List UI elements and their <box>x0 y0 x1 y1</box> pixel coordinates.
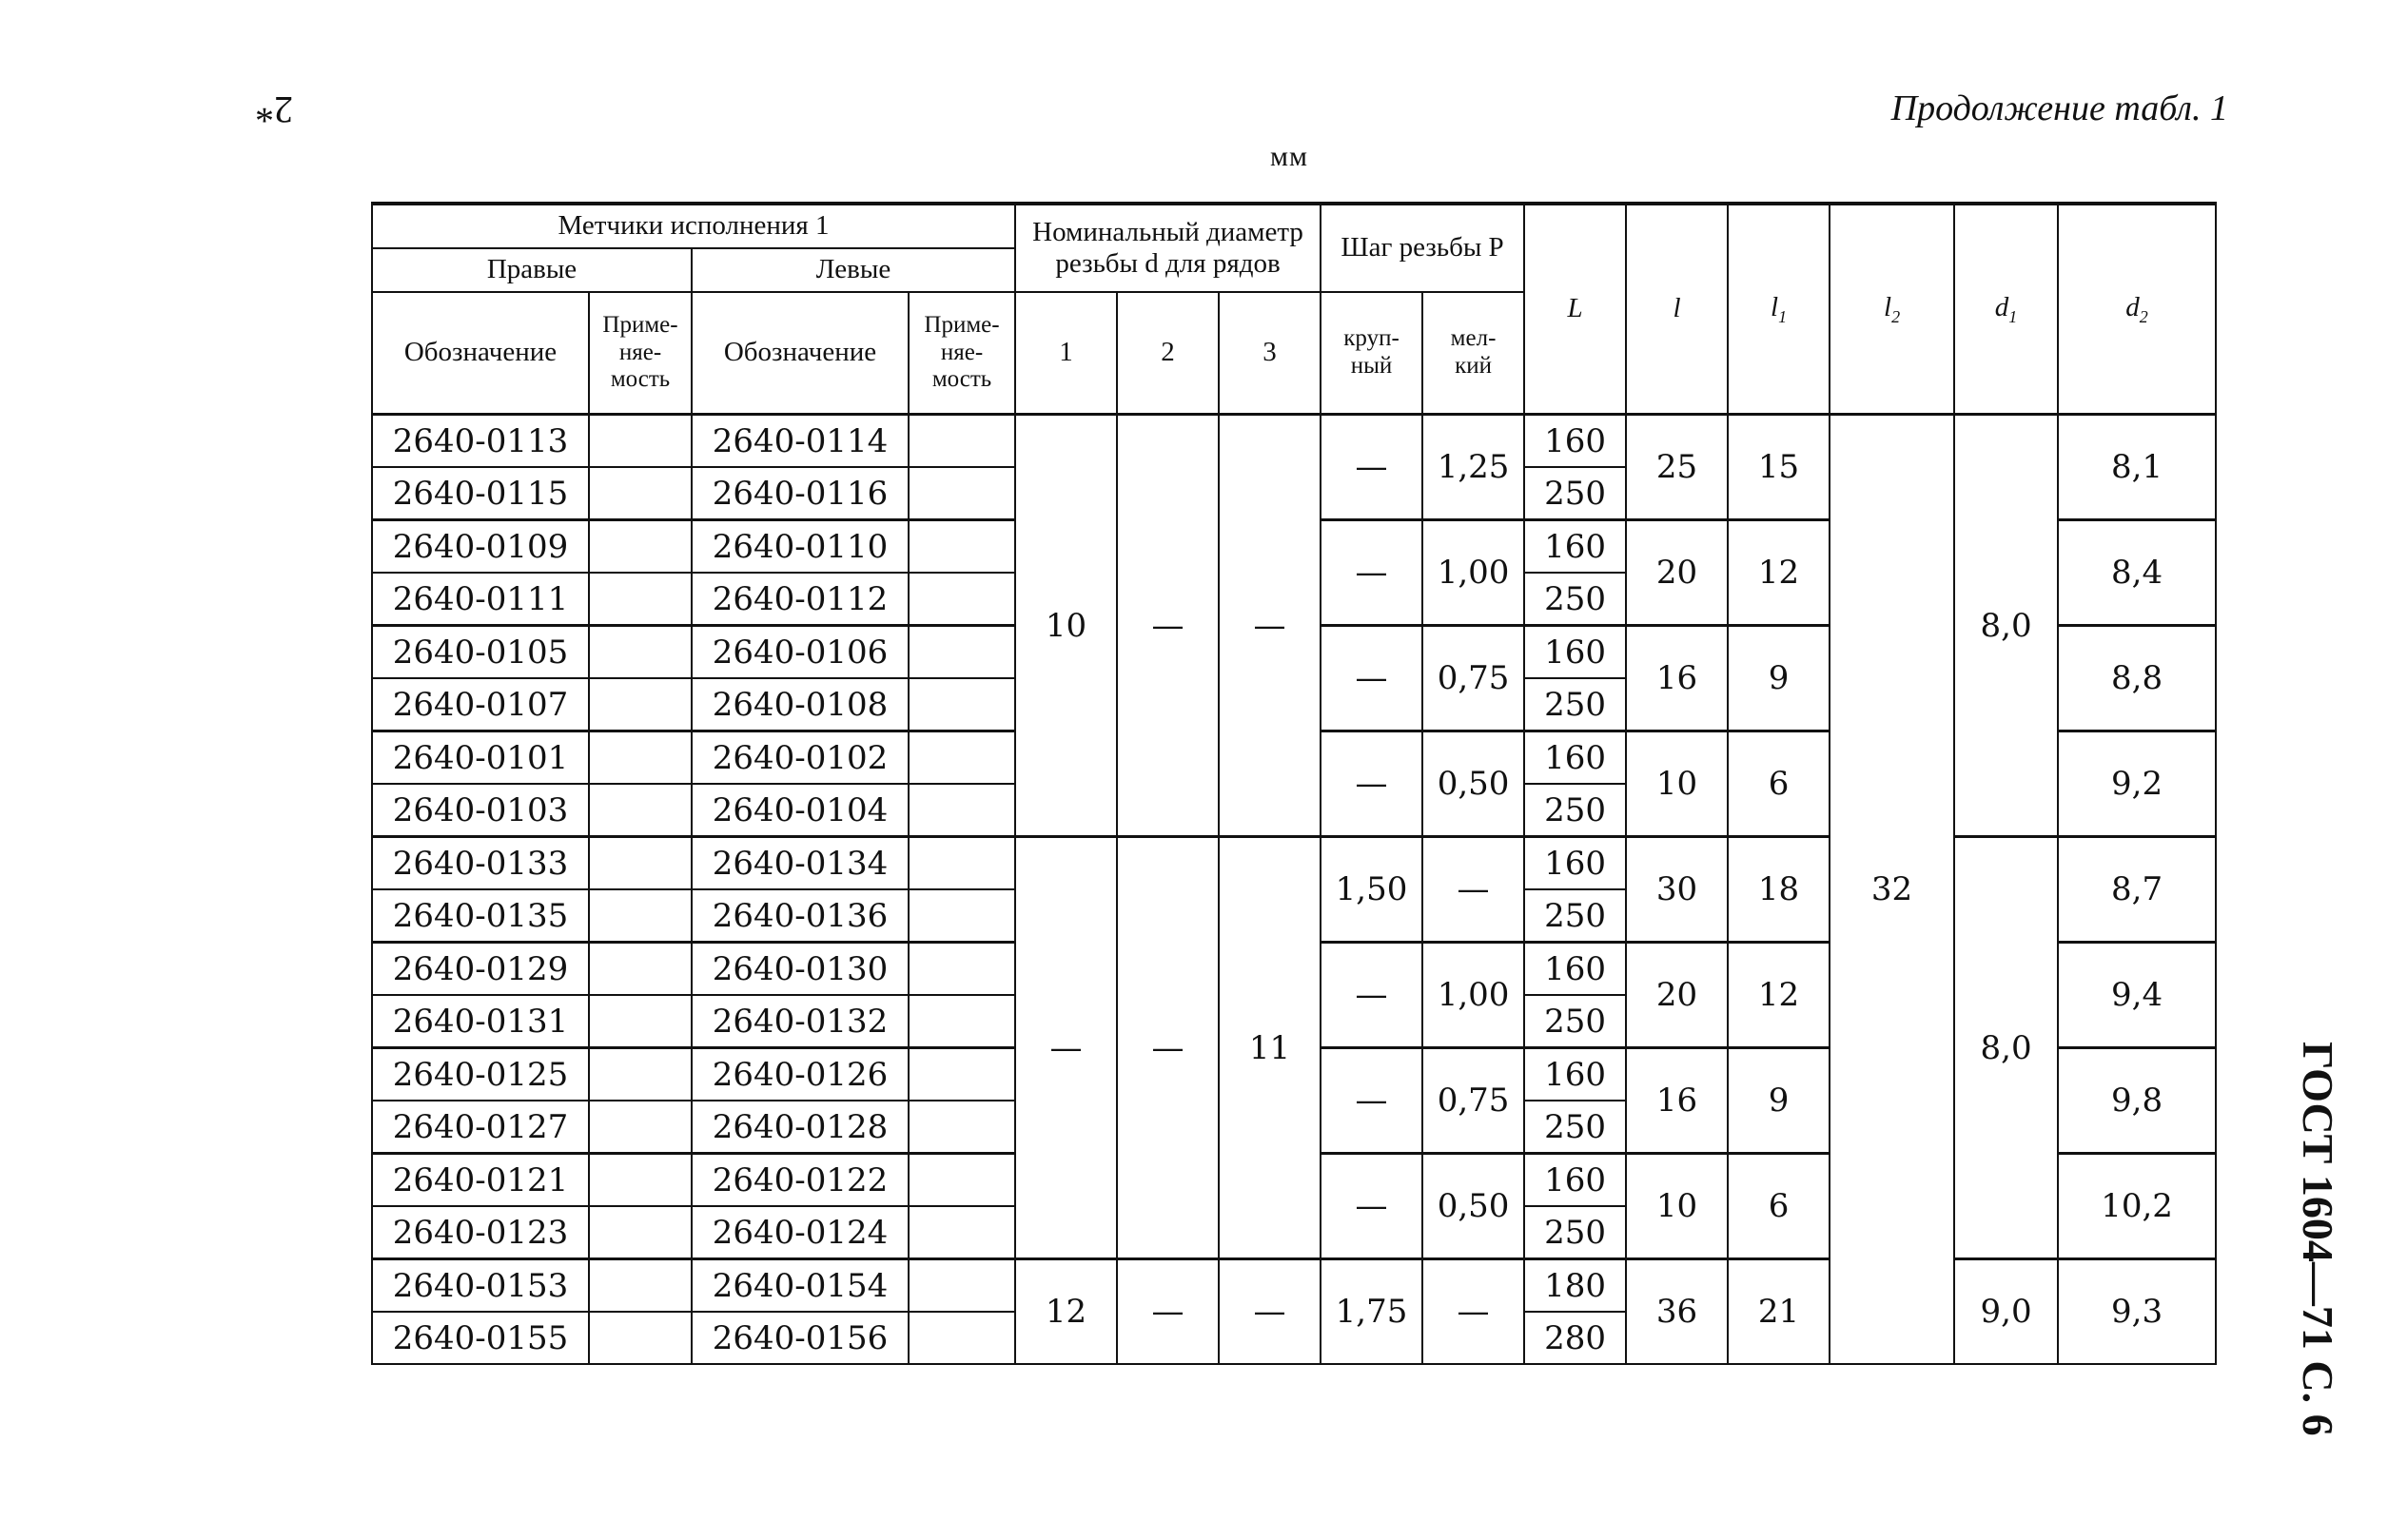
header-coarse: круп- ный <box>1321 292 1422 415</box>
right-designation-cell: 2640-0109 <box>372 520 589 574</box>
left-applicability-cell <box>909 943 1015 996</box>
left-designation-cell: 2640-0124 <box>692 1206 909 1259</box>
diameter-d2-cell: 10,2 <box>2058 1154 2216 1259</box>
length-l1-cell: 12 <box>1728 943 1830 1048</box>
left-applicability-cell <box>909 626 1015 679</box>
diameter-row1-cell: 12 <box>1015 1259 1117 1365</box>
diameter-d1-cell: 9,0 <box>1954 1259 2058 1365</box>
left-designation-cell: 2640-0106 <box>692 626 909 679</box>
length-l1-cell: 18 <box>1728 837 1830 943</box>
right-designation-cell: 2640-0127 <box>372 1101 589 1154</box>
right-designation-cell: 2640-0155 <box>372 1312 589 1364</box>
right-applicability-cell <box>589 1101 692 1154</box>
header-row-2: 2 <box>1117 292 1219 415</box>
right-designation-cell: 2640-0131 <box>372 995 589 1048</box>
length-L-cell: 250 <box>1524 1101 1626 1154</box>
right-designation-cell: 2640-0135 <box>372 889 589 943</box>
header-l1: $l_1$ <box>1728 204 1830 415</box>
length-l-cell: 10 <box>1626 731 1728 837</box>
diameter-row2-cell: — <box>1117 415 1219 837</box>
left-designation-cell: 2640-0156 <box>692 1312 909 1364</box>
left-designation-cell: 2640-0134 <box>692 837 909 890</box>
left-designation-cell: 2640-0122 <box>692 1154 909 1207</box>
diameter-row3-cell: — <box>1219 1259 1321 1365</box>
table-row <box>372 415 2216 468</box>
length-L-cell: 160 <box>1524 415 1626 468</box>
length-L-cell: 160 <box>1524 626 1626 679</box>
pitch-coarse-cell: — <box>1321 1048 1422 1154</box>
right-applicability-cell <box>589 1048 692 1101</box>
length-l2-cell: 32 <box>1830 415 1954 1365</box>
right-applicability-cell <box>589 1206 692 1259</box>
right-applicability-cell <box>589 943 692 996</box>
left-designation-cell: 2640-0102 <box>692 731 909 785</box>
length-L-cell: 250 <box>1524 678 1626 731</box>
length-l-cell: 20 <box>1626 520 1728 626</box>
diameter-row1-cell: — <box>1015 837 1117 1259</box>
left-designation-cell: 2640-0136 <box>692 889 909 943</box>
right-designation-cell: 2640-0101 <box>372 731 589 785</box>
length-L-cell: 250 <box>1524 889 1626 943</box>
length-l1-cell: 9 <box>1728 626 1830 731</box>
header-left-taps: Левые <box>692 248 1015 292</box>
units-label: мм <box>1270 141 1308 172</box>
diameter-d2-cell: 8,7 <box>2058 837 2216 943</box>
left-applicability-cell <box>909 1048 1015 1101</box>
pitch-coarse-cell: — <box>1321 731 1422 837</box>
length-l-cell: 30 <box>1626 837 1728 943</box>
left-applicability-cell <box>909 520 1015 574</box>
left-applicability-cell <box>909 837 1015 890</box>
diameter-row2-cell: — <box>1117 837 1219 1259</box>
right-applicability-cell <box>589 995 692 1048</box>
left-designation-cell: 2640-0108 <box>692 678 909 731</box>
tap-dimensions-table <box>371 202 2217 1365</box>
diameter-d2-cell: 9,3 <box>2058 1259 2216 1365</box>
pitch-fine-cell: 0,50 <box>1422 731 1524 837</box>
diameter-d1-cell: 8,0 <box>1954 837 2058 1259</box>
left-applicability-cell <box>909 784 1015 837</box>
length-l-cell: 25 <box>1626 415 1728 520</box>
header-row-1: 1 <box>1015 292 1117 415</box>
length-L-cell: 180 <box>1524 1259 1626 1313</box>
right-designation-cell: 2640-0133 <box>372 837 589 890</box>
header-L: L <box>1524 204 1626 415</box>
right-designation-cell: 2640-0105 <box>372 626 589 679</box>
pitch-fine-cell: 0,75 <box>1422 1048 1524 1154</box>
length-l-cell: 16 <box>1626 626 1728 731</box>
left-designation-cell: 2640-0132 <box>692 995 909 1048</box>
right-applicability-cell <box>589 784 692 837</box>
right-applicability-cell <box>589 467 692 520</box>
length-L-cell: 280 <box>1524 1312 1626 1364</box>
left-applicability-cell <box>909 467 1015 520</box>
header-nominal-diameter: Номинальный диаметр резьбы d для рядов <box>1015 204 1321 292</box>
length-L-cell: 160 <box>1524 837 1626 890</box>
right-applicability-cell <box>589 520 692 574</box>
length-l1-cell: 6 <box>1728 1154 1830 1259</box>
left-applicability-cell <box>909 1101 1015 1154</box>
left-designation-cell: 2640-0128 <box>692 1101 909 1154</box>
length-L-cell: 160 <box>1524 520 1626 574</box>
length-L-cell: 250 <box>1524 467 1626 520</box>
right-designation-cell: 2640-0129 <box>372 943 589 996</box>
header-d2: $d_2$ <box>2058 204 2216 415</box>
left-applicability-cell <box>909 573 1015 626</box>
pitch-coarse-cell: 1,50 <box>1321 837 1422 943</box>
header-pitch: Шаг резьбы P <box>1321 204 1524 292</box>
left-designation-cell: 2640-0126 <box>692 1048 909 1101</box>
left-designation-cell: 2640-0154 <box>692 1259 909 1313</box>
diameter-row2-cell: — <box>1117 1259 1219 1365</box>
right-designation-cell: 2640-0125 <box>372 1048 589 1101</box>
diameter-d2-cell: 9,8 <box>2058 1048 2216 1154</box>
header-right-applicability: Приме- няе- мость <box>589 292 692 415</box>
left-applicability-cell <box>909 678 1015 731</box>
right-designation-cell: 2640-0107 <box>372 678 589 731</box>
length-l1-cell: 21 <box>1728 1259 1830 1365</box>
left-applicability-cell <box>909 731 1015 785</box>
header-row-3: 3 <box>1219 292 1321 415</box>
right-applicability-cell <box>589 573 692 626</box>
length-L-cell: 250 <box>1524 573 1626 626</box>
header-left-designation: Обозначение <box>692 292 909 415</box>
left-applicability-cell <box>909 995 1015 1048</box>
pitch-fine-cell: 1,25 <box>1422 415 1524 520</box>
left-applicability-cell <box>909 1154 1015 1207</box>
pitch-coarse-cell: — <box>1321 415 1422 520</box>
right-applicability-cell <box>589 837 692 890</box>
left-designation-cell: 2640-0110 <box>692 520 909 574</box>
left-applicability-cell <box>909 889 1015 943</box>
diameter-row1-cell: 10 <box>1015 415 1117 837</box>
pitch-coarse-cell: — <box>1321 1154 1422 1259</box>
left-designation-cell: 2640-0116 <box>692 467 909 520</box>
length-L-cell: 250 <box>1524 1206 1626 1259</box>
pitch-coarse-cell: — <box>1321 520 1422 626</box>
diameter-d2-cell: 8,8 <box>2058 626 2216 731</box>
right-designation-cell: 2640-0123 <box>372 1206 589 1259</box>
right-applicability-cell <box>589 415 692 468</box>
right-applicability-cell <box>589 1312 692 1364</box>
diameter-row3-cell: 11 <box>1219 837 1321 1259</box>
pitch-fine-cell: 0,75 <box>1422 626 1524 731</box>
diameter-row3-cell: — <box>1219 415 1321 837</box>
left-applicability-cell <box>909 1312 1015 1364</box>
left-designation-cell: 2640-0104 <box>692 784 909 837</box>
pitch-coarse-cell: — <box>1321 943 1422 1048</box>
right-applicability-cell <box>589 889 692 943</box>
diameter-d1-cell: 8,0 <box>1954 415 2058 837</box>
length-L-cell: 160 <box>1524 1048 1626 1101</box>
diameter-d2-cell: 8,4 <box>2058 520 2216 626</box>
length-l1-cell: 6 <box>1728 731 1830 837</box>
header-l: l <box>1626 204 1728 415</box>
table-body <box>372 415 2216 1365</box>
header-d1: $d_1$ <box>1954 204 2058 415</box>
right-designation-cell: 2640-0115 <box>372 467 589 520</box>
page-mark: 2* <box>255 88 293 131</box>
diameter-d2-cell: 9,4 <box>2058 943 2216 1048</box>
left-applicability-cell <box>909 415 1015 468</box>
pitch-fine-cell: 1,00 <box>1422 943 1524 1048</box>
left-designation-cell: 2640-0112 <box>692 573 909 626</box>
right-applicability-cell <box>589 1259 692 1313</box>
right-designation-cell: 2640-0121 <box>372 1154 589 1207</box>
length-l1-cell: 15 <box>1728 415 1830 520</box>
right-designation-cell: 2640-0103 <box>372 784 589 837</box>
diameter-d2-cell: 8,1 <box>2058 415 2216 520</box>
length-l-cell: 20 <box>1626 943 1728 1048</box>
length-L-cell: 250 <box>1524 784 1626 837</box>
pitch-fine-cell: — <box>1422 837 1524 943</box>
header-fine: мел- кий <box>1422 292 1524 415</box>
pitch-fine-cell: — <box>1422 1259 1524 1365</box>
right-applicability-cell <box>589 626 692 679</box>
length-l1-cell: 9 <box>1728 1048 1830 1154</box>
pitch-fine-cell: 1,00 <box>1422 520 1524 626</box>
table-continuation-caption: Продолжение табл. 1 <box>1890 88 2228 128</box>
pitch-coarse-cell: 1,75 <box>1321 1259 1422 1365</box>
left-applicability-cell <box>909 1206 1015 1259</box>
right-applicability-cell <box>589 1154 692 1207</box>
right-designation-cell: 2640-0153 <box>372 1259 589 1313</box>
left-designation-cell: 2640-0130 <box>692 943 909 996</box>
header-left-applicability: Приме- няе- мость <box>909 292 1015 415</box>
pitch-coarse-cell: — <box>1321 626 1422 731</box>
header-l2: $l_2$ <box>1830 204 1954 415</box>
left-designation-cell: 2640-0114 <box>692 415 909 468</box>
length-l-cell: 10 <box>1626 1154 1728 1259</box>
right-designation-cell: 2640-0113 <box>372 415 589 468</box>
header-right-designation: Обозначение <box>372 292 589 415</box>
right-applicability-cell <box>589 731 692 785</box>
diameter-d2-cell: 9,2 <box>2058 731 2216 837</box>
left-applicability-cell <box>909 1259 1015 1313</box>
length-L-cell: 160 <box>1524 943 1626 996</box>
length-L-cell: 160 <box>1524 1154 1626 1207</box>
header-right-taps: Правые <box>372 248 692 292</box>
length-L-cell: 250 <box>1524 995 1626 1048</box>
length-l1-cell: 12 <box>1728 520 1830 626</box>
standard-page-label: ГОСТ 1604—71 С. 6 <box>2294 1042 2342 1436</box>
length-L-cell: 160 <box>1524 731 1626 785</box>
length-l-cell: 16 <box>1626 1048 1728 1154</box>
right-applicability-cell <box>589 678 692 731</box>
right-designation-cell: 2640-0111 <box>372 573 589 626</box>
pitch-fine-cell: 0,50 <box>1422 1154 1524 1259</box>
header-taps-group: Метчики исполнения 1 <box>372 204 1015 248</box>
length-l-cell: 36 <box>1626 1259 1728 1365</box>
